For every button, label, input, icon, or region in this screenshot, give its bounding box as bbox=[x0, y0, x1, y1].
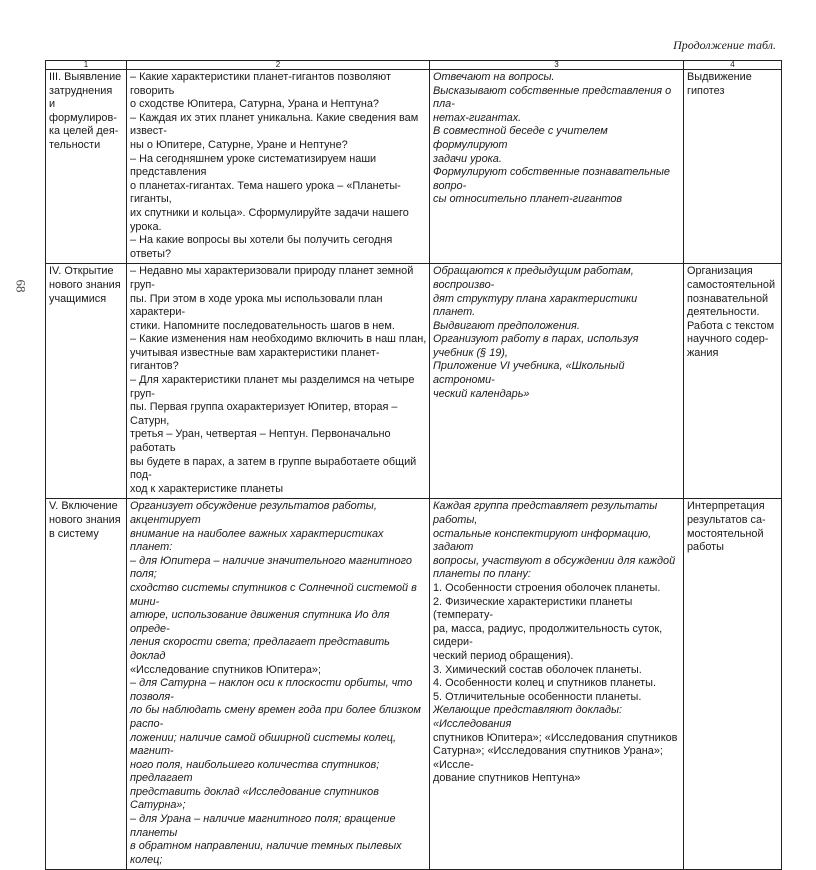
column-number: 2 bbox=[127, 61, 430, 70]
text-line: ложении; наличие самой обширной системы колец, магнит- bbox=[130, 731, 397, 758]
text-line: 3. Химический состав оболочек планеты. bbox=[433, 663, 642, 676]
text-line: Организация bbox=[687, 265, 753, 278]
text-line: Сатурна»; «Исследования спутников Урана»; «Иссле- bbox=[433, 745, 663, 771]
lesson-stages-table bbox=[45, 60, 782, 870]
text-line: работы bbox=[687, 541, 724, 554]
text-line: научного содер- bbox=[687, 333, 769, 346]
text-line: 1. Особенности строения оболочек планеты. bbox=[433, 581, 661, 594]
text-line: 4. Особенности колец и спутников планеты. bbox=[433, 677, 656, 690]
text-line: учащимися bbox=[49, 292, 107, 305]
text-line: о планетах-гигантах. Тема нашего урока – «Планеты-гиганты, bbox=[130, 179, 401, 206]
text-line: мостоятельной bbox=[687, 527, 764, 540]
teacher-activity-cell bbox=[127, 499, 430, 870]
text-line: – Какие изменения нам необходимо включить в наш план, bbox=[130, 333, 427, 346]
student-activity-cell bbox=[430, 264, 684, 499]
text-line: ход к характеристике планеты bbox=[130, 482, 284, 495]
page-number: 68 bbox=[13, 279, 29, 293]
text-line: Высказывают собственные представления о пла- bbox=[433, 84, 672, 111]
table-row bbox=[46, 70, 782, 264]
text-line: нетах-гигантах. bbox=[433, 111, 522, 124]
text-line: третья – Уран, четвертая – Нептун. Первоначально работать bbox=[130, 428, 391, 455]
text-line: вопросы, участвуют в обсуждении для каждой bbox=[433, 554, 676, 567]
text-line: Приложение VI учебника, «Школьный астрономи- bbox=[433, 360, 625, 387]
text-line: Работа с текстом bbox=[687, 319, 775, 332]
teacher-activity-cell bbox=[127, 70, 430, 264]
stage-cell bbox=[46, 70, 127, 264]
result-cell bbox=[684, 499, 782, 870]
text-line: задачи урока. bbox=[433, 152, 502, 165]
result-cell bbox=[684, 264, 782, 499]
table-body bbox=[46, 70, 782, 870]
text-line: жания bbox=[687, 346, 719, 359]
text-line: 5. Отличительные особенности планеты. bbox=[433, 690, 642, 703]
text-line: Выдвижение bbox=[687, 71, 752, 83]
text-line: и формулиров- bbox=[49, 98, 117, 124]
table-row bbox=[46, 264, 782, 499]
text-line: их спутники и кольца». Сформулируйте задачи нашего урока. bbox=[130, 206, 409, 233]
text-line: планеты по плану: bbox=[433, 568, 531, 581]
text-line: Обращаются к предыдущим работам, воспроизво- bbox=[433, 265, 634, 291]
text-line: Выдвигают предположения. bbox=[433, 319, 580, 332]
text-line: внимание на наиболее важных характеристиках планет: bbox=[130, 527, 384, 554]
text-line: Каждая группа представляет результаты работы, bbox=[433, 500, 658, 526]
text-line: ка целей дея- bbox=[49, 125, 119, 138]
text-line: дят структуру плана характеристики планет. bbox=[433, 292, 638, 319]
text-line: IV. Открытие bbox=[49, 265, 114, 278]
text-line: ного поля, наибольшего количества спутников; предлагает bbox=[130, 758, 380, 785]
text-line: вы будете в парах, а затем в группе выработаете общий под- bbox=[130, 455, 417, 482]
text-line: Организует обсуждение результатов работы, акцентирует bbox=[130, 500, 377, 526]
text-line: «Исследование спутников Юпитера»; bbox=[130, 663, 321, 676]
stage-cell bbox=[46, 499, 127, 870]
teacher-activity-cell bbox=[127, 264, 430, 499]
text-line: Формулируют собственные познавательные вопро- bbox=[433, 166, 670, 192]
text-line: деятельности. bbox=[687, 306, 760, 319]
text-line: – Недавно мы характеризовали природу планет земной груп- bbox=[130, 265, 414, 291]
text-line: ческий календарь» bbox=[433, 387, 530, 400]
text-line: V. Включение bbox=[49, 500, 118, 513]
text-line: Отвечают на вопросы. bbox=[433, 71, 555, 83]
column-number-row bbox=[46, 61, 782, 70]
text-line: нового знания bbox=[49, 278, 121, 291]
text-line: в систему bbox=[49, 527, 99, 540]
text-line: Желающие представляют доклады: «Исследования bbox=[433, 704, 622, 730]
text-line: спутников Юпитера»; «Исследования спутников bbox=[433, 731, 678, 744]
text-line: результатов са- bbox=[687, 514, 766, 526]
text-line: познавательной bbox=[687, 292, 769, 305]
stage-cell bbox=[46, 264, 127, 499]
text-line: дование спутников Нептуна» bbox=[433, 772, 581, 785]
text-line: – для Сатурна – наклон оси к плоскости орбиты, что позволя- bbox=[130, 677, 413, 703]
column-number: 4 bbox=[684, 61, 782, 70]
text-line: – Для характеристики планет мы разделимся на четыре груп- bbox=[130, 374, 415, 400]
text-line: ны о Юпитере, Сатурне, Уране и Нептуне? bbox=[130, 138, 348, 151]
table-row bbox=[46, 499, 782, 870]
column-number: 3 bbox=[430, 61, 684, 70]
text-line: – для Урана – наличие магнитного поля; вращение планеты bbox=[130, 813, 396, 839]
text-line: ческий период обращения). bbox=[433, 649, 574, 662]
text-line: – Каждая их этих планет уникальна. Какие сведения вам извест- bbox=[130, 111, 419, 138]
text-line: сходство системы спутников с Солнечной системой в мини- bbox=[130, 581, 417, 608]
text-line: затруднения bbox=[49, 84, 113, 97]
text-line: тельности bbox=[49, 138, 101, 151]
text-line: – для Юпитера – наличие значительного магнитного поля; bbox=[130, 554, 412, 581]
text-line: 2. Физические характеристики планеты (температу- bbox=[433, 595, 633, 622]
text-line: сы относительно планет-гигантов bbox=[433, 193, 623, 206]
text-line: пы. Первая группа охарактеризует Юпитер, вторая – Сатурн, bbox=[130, 401, 398, 427]
text-line: ло бы наблюдать смену времен года при более близком распо- bbox=[130, 704, 421, 730]
text-line: пы. При этом в ходе урока мы использовали план характери- bbox=[130, 292, 383, 319]
student-activity-cell bbox=[430, 499, 684, 870]
column-number: 1 bbox=[46, 61, 127, 70]
text-line: В совместной беседе с учителем формулируют bbox=[433, 125, 608, 151]
text-line: – На сегодняшнем уроке систематизируем наши представления bbox=[130, 152, 377, 179]
text-line: нового знания bbox=[49, 514, 121, 526]
text-line: учитывая известные вам характеристики планет-гигантов? bbox=[130, 346, 380, 373]
text-line: Интерпретация bbox=[687, 500, 765, 513]
text-line: Организуют работу в парах, используя учебник (§ 19), bbox=[433, 333, 639, 359]
result-cell bbox=[684, 70, 782, 264]
text-line: – На какие вопросы вы хотели бы получить сегодня ответы? bbox=[130, 234, 393, 260]
text-line: ления скорости света; предлагает представить доклад bbox=[130, 636, 390, 662]
text-line: представить доклад «Исследование спутников Сатурна»; bbox=[130, 785, 379, 812]
text-line: остальные конспектируют информацию, задают bbox=[433, 527, 652, 554]
text-line: ра, масса, радиус, продолжительность суток, сидери- bbox=[433, 622, 663, 649]
text-line: о сходстве Юпитера, Сатурна, Урана и Нептуна? bbox=[130, 98, 379, 111]
text-line: III. Выявление bbox=[49, 71, 122, 83]
text-line: стики. Напомните последовательность шагов в нем. bbox=[130, 319, 395, 332]
text-line: самостоятельной bbox=[687, 278, 776, 291]
text-line: – Какие характеристики планет-гигантов позволяют говорить bbox=[130, 71, 391, 97]
text-line: в обратном направлении, наличие темных пылевых колец; bbox=[130, 840, 402, 866]
continuation-label: Продолжение табл. bbox=[673, 38, 776, 52]
text-line: гипотез bbox=[687, 84, 725, 97]
text-line: атюре, использование движения спутника Ио для опреде- bbox=[130, 609, 390, 635]
student-activity-cell bbox=[430, 70, 684, 264]
